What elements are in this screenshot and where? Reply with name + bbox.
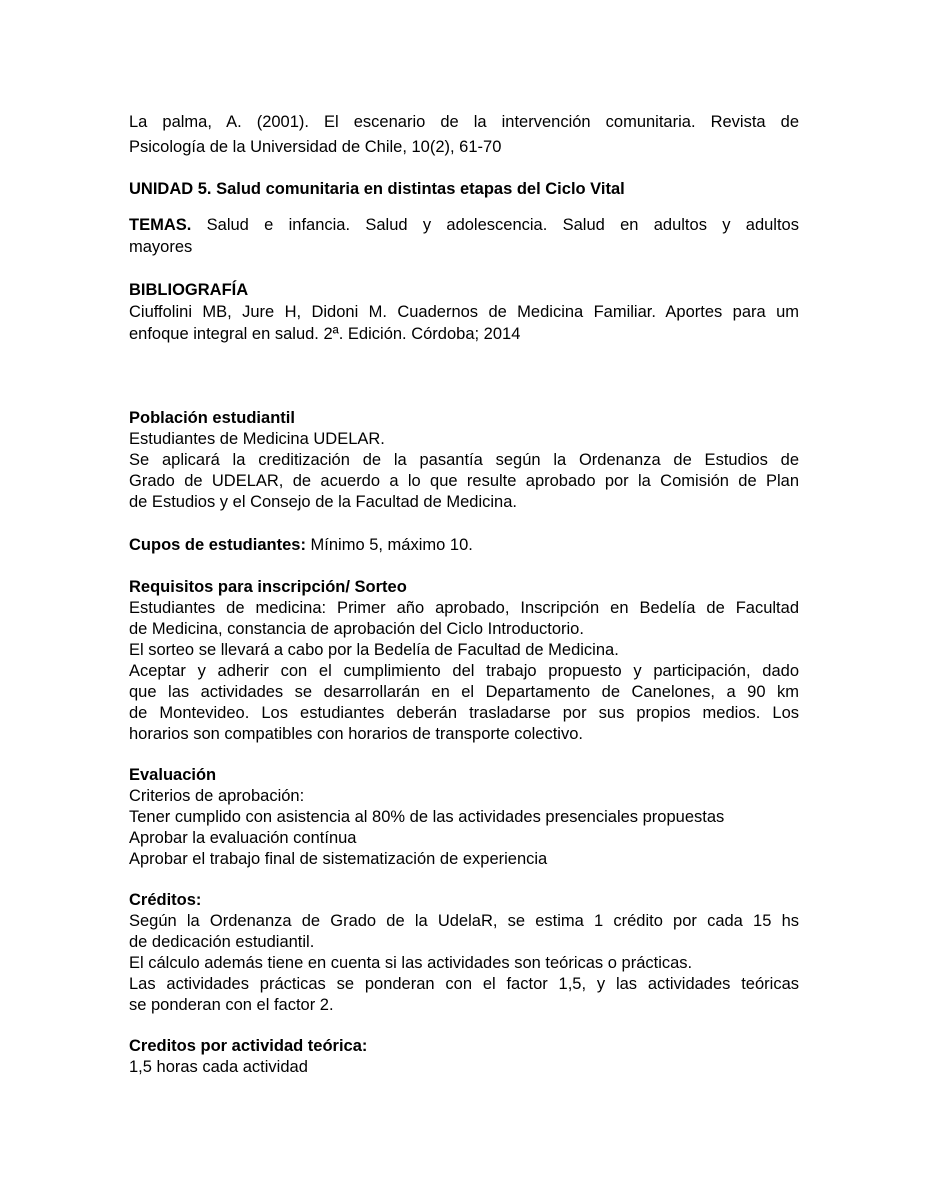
text-line: que las actividades se desarrollarán en el Departamento de Canelones, a 90 km (129, 683, 799, 701)
temas-line: mayores (129, 238, 193, 256)
section-heading: Creditos por actividad teórica: (129, 1037, 368, 1055)
text-line: se ponderan con el factor 2. (129, 996, 334, 1014)
section-heading: Evaluación (129, 766, 217, 784)
text-line: Se aplicará la creditización de la pasantía según la Ordenanza de Estudios de (129, 451, 799, 469)
text-line: de Estudios y el Consejo de la Facultad de Medicina. (129, 493, 517, 511)
text-line: Estudiantes de Medicina UDELAR. (129, 430, 385, 448)
reference-line: Psicología de la Universidad de Chile, 10(2), 61-70 (129, 138, 502, 156)
section-poblacion (129, 408, 799, 513)
text-line: Grado de UDELAR, de acuerdo a lo que resulte aprobado por la Comisión de Plan (129, 472, 799, 490)
text-line: El cálculo además tiene en cuenta si las actividades son teóricas o prácticas. (129, 954, 693, 972)
reference-line: La palma, A. (2001). El escenario de la intervención comunitaria. Revista de (129, 113, 799, 131)
unit-title: UNIDAD 5. Salud comunitaria en distintas etapas del Ciclo Vital (129, 180, 625, 198)
text-line: de Medicina, constancia de aprobación del Ciclo Introductorio. (129, 620, 584, 638)
section-requisitos (129, 577, 799, 745)
temas-label: TEMAS. (129, 216, 192, 234)
section-heading: Requisitos para inscripción/ Sorteo (129, 578, 407, 596)
bibliografia-heading: BIBLIOGRAFÍA (129, 281, 249, 299)
section-creditos (129, 890, 799, 1016)
cupos-label: Cupos de estudiantes: (129, 536, 306, 554)
text-line: Según la Ordenanza de Grado de la UdelaR, se estima 1 crédito por cada 15 hs (129, 912, 799, 930)
cupos-value: Mínimo 5, máximo 10. (305, 536, 473, 554)
section-evaluacion (129, 765, 799, 870)
temas-line: TEMAS. Salud e infancia. Salud y adolescencia. Salud en adultos y adultos (129, 216, 799, 234)
text-line: Tener cumplido con asistencia al 80% de las actividades presenciales propuestas (129, 808, 725, 826)
text-line: Aceptar y adherir con el cumplimiento del trabajo propuesto y participación, dado (129, 662, 799, 680)
text-line: horarios son compatibles con horarios de transporte colectivo. (129, 725, 583, 743)
text-line: Las actividades prácticas se ponderan con el factor 1,5, y las actividades teóricas (129, 975, 799, 993)
text-line: Estudiantes de medicina: Primer año aprobado, Inscripción en Bedelía de Facultad (129, 599, 799, 617)
text-line: Criterios de aprobación: (129, 787, 305, 805)
text-line: de dedicación estudiantil. (129, 933, 315, 951)
text-line: 1,5 horas cada actividad (129, 1058, 308, 1076)
cupos-line (129, 535, 473, 556)
text-line: Aprobar la evaluación contínua (129, 829, 357, 847)
section-creditos-teorica (129, 1036, 799, 1078)
bibliography-line: enfoque integral en salud. 2ª. Edición. Córdoba; 2014 (129, 325, 521, 343)
text-line: El sorteo se llevará a cabo por la Bedelía de Facultad de Medicina. (129, 641, 619, 659)
bibliography-line: Ciuffolini MB, Jure H, Didoni M. Cuadernos de Medicina Familiar. Aportes para um (129, 303, 799, 321)
text-line: de Montevideo. Los estudiantes deberán trasladarse por sus propios medios. Los (129, 704, 799, 722)
section-heading: Población estudiantil (129, 409, 295, 427)
section-heading: Créditos: (129, 891, 202, 909)
text-line: Aprobar el trabajo final de sistematización de experiencia (129, 850, 548, 868)
